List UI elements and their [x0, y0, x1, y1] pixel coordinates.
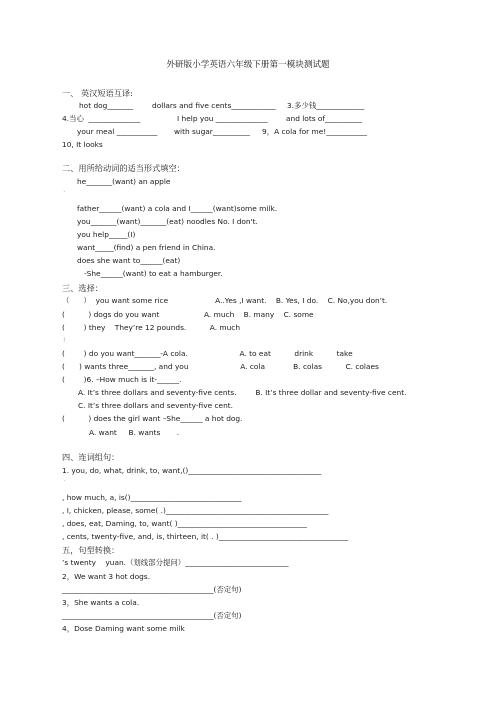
- s4-item-1: 1. you, do, what, drink, to, want,()____________________________________: [62, 466, 322, 475]
- s5-item-2: 2，We want 3 hot dogs.: [62, 572, 150, 581]
- s4-item-4: , does, eat, Daming, to, want( )___________________________________: [62, 519, 307, 528]
- section-1-heading: 一、 英汉短语互译:: [62, 88, 133, 98]
- s1-item-8: with sugar__________: [174, 127, 250, 136]
- s3-question-1: （ ） you want some rice A..Yes ,I want. B. Yes, I do. C. No,you don’t.: [62, 296, 388, 305]
- s4-item-5: , cents, twenty-five, and, is, thirteen, it( . )___________________________________: [62, 532, 349, 541]
- s2-item-5: want_____(find) a pen friend in China.: [77, 243, 216, 252]
- section-3-heading: 三、选择：: [62, 283, 103, 293]
- s2-item-7: -She______(want) to eat a hamburger.: [84, 269, 223, 278]
- s3-question-3: ( ) they They’re 12 pounds. A. much: [62, 323, 241, 332]
- s2-item-4: you help_____(I): [77, 230, 136, 239]
- s1-item-5: I help you ______________: [177, 114, 268, 123]
- s2-item-2: father______(want) a cola and I______(want)some milk.: [77, 204, 278, 213]
- section-2-heading: 二、用所给动词的适当形式填空：: [62, 163, 185, 173]
- section-4-heading: 四、连词组句：: [62, 452, 120, 462]
- s1-item-9: 9，A cola for me!___________: [262, 127, 367, 136]
- s5-item-3: 3，She wants a cola.: [62, 598, 140, 607]
- s1-item-10: 10, It looks: [62, 140, 103, 149]
- s1-item-6: and lots of__________: [286, 114, 363, 123]
- s5-item-4: 4，Dose Daming want some milk: [62, 624, 185, 633]
- s4-item-3: , I, chicken, please, some( .)____________________________________________: [62, 506, 329, 515]
- s5-answer-line-2: _________________________________________(否定句): [62, 585, 242, 594]
- s2-item-1: he_______(want) an apple: [77, 177, 171, 186]
- s1-item-2: dollars and five cents____________: [152, 101, 276, 110]
- s1-item-3: 3.多少钱_____________: [287, 101, 365, 110]
- s3-stray-mark: !: [63, 337, 66, 344]
- document-title: 外研版小学英语六年级下册第一模块测试题: [166, 60, 330, 70]
- s3-question-5: ( ) wants three_______, and you A. cola B. colas C. colaes: [62, 362, 379, 371]
- s2-item-3: you_______(want)_______(eat) noodles No. I don't.: [77, 217, 258, 226]
- s1-item-4: 4.当心 ______________: [62, 114, 141, 123]
- s3-question-2: ( ) dogs do you want A. much B. many C. some: [62, 310, 314, 319]
- s4-item-2: , how much, a, is()______________________________: [62, 493, 242, 502]
- s3-question-7: ( ) does the girl want –She______ a hot dog.: [62, 414, 243, 423]
- s3-question-7-options: A. want B. wants .: [89, 428, 180, 437]
- s5-item-1: ’s twenty yuan.（划线部分提问）____________________________: [62, 558, 289, 567]
- s2-stray-mark: `: [63, 191, 66, 198]
- s3-question-4: ( ) do you want_______-A cola. A. to eat drink take: [62, 349, 353, 358]
- s3-question-6-option-a: A. It’s three dollars and seventy-five cents. B. It’s three dollar and seventy-five cent.: [78, 388, 407, 397]
- s3-question-6-option-c: C. It’s three dollars and seventy-five cent.: [78, 401, 234, 410]
- s1-item-7: your meal ___________: [77, 127, 158, 136]
- s1-item-1: hot dog_______: [79, 101, 134, 110]
- s2-item-6: does she want to______(eat): [77, 256, 181, 265]
- s3-question-6: ( )6. –How much is it-______.: [62, 375, 182, 384]
- s4-stray-mark: `: [63, 480, 66, 487]
- s5-answer-line-3: _________________________________________(否定句): [62, 611, 242, 620]
- section-5-heading: 五，句型转换：: [62, 545, 120, 555]
